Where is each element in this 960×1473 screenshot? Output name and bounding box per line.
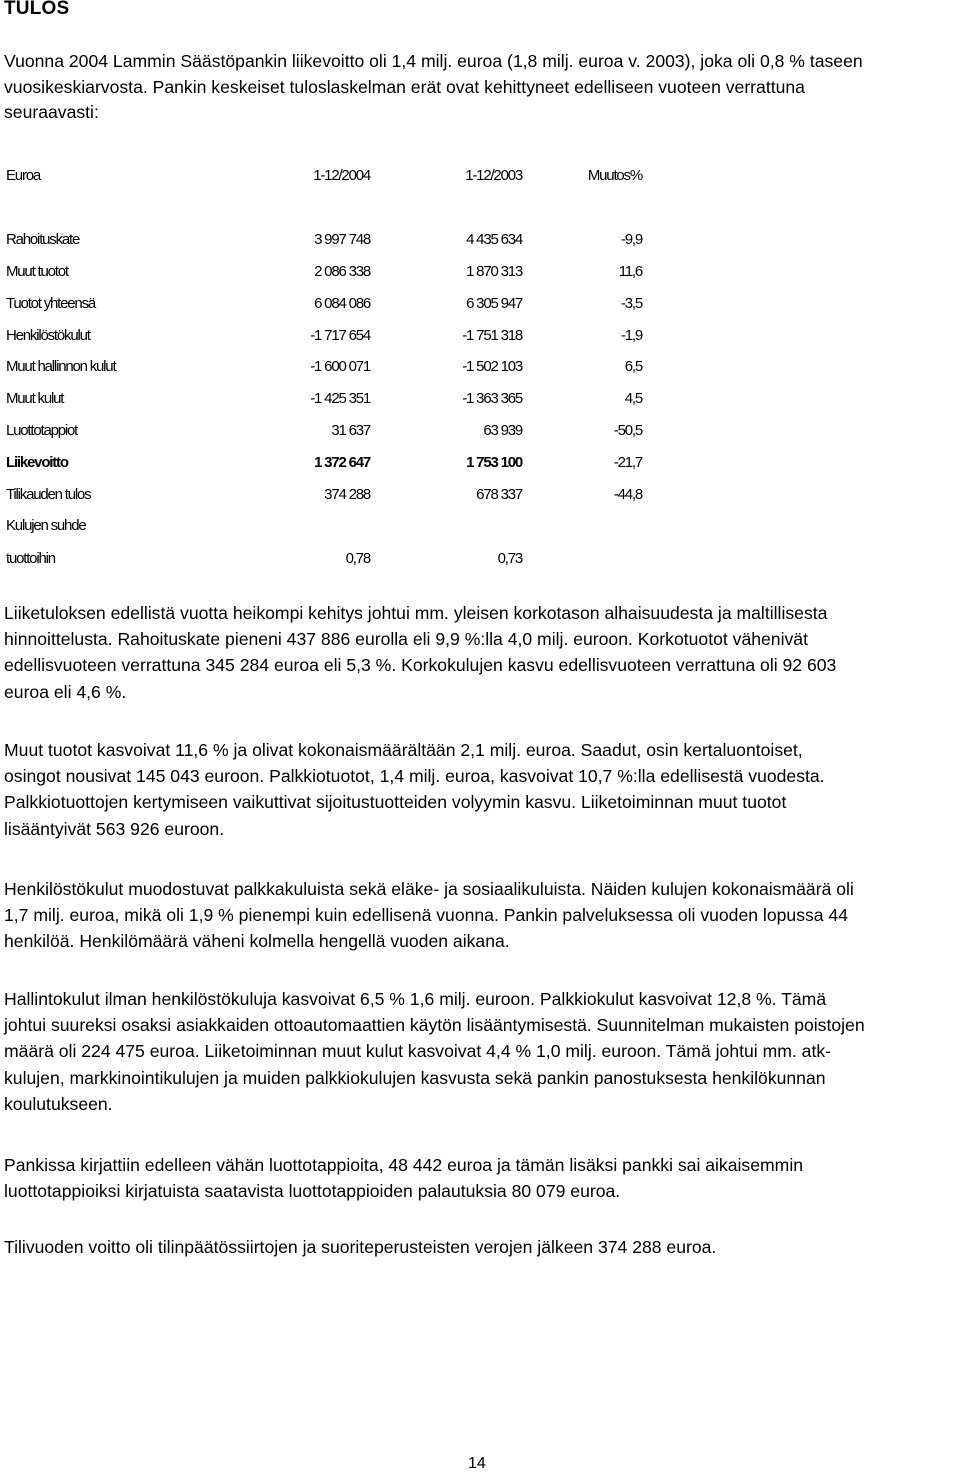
text-line: koulutukseen.: [4, 1093, 113, 1114]
text-line: määrä oli 224 475 euroa. Liiketoiminnan muut kulut kasvoivat 4,4 % 1,0 milj. euroon. Tämä johtui mm. atk-: [4, 1041, 831, 1062]
header-change-percent: Muutos%: [587, 167, 642, 184]
row-label: Rahoituskate: [6, 231, 80, 248]
value-2003: -1 363 365: [462, 390, 522, 407]
value-2003: -1 502 103: [462, 358, 522, 375]
text-line: Pankissa kirjattiin edelleen vähän luottotappioita, 48 442 euroa ja tämän lisäksi pankki sai aikaisemmin: [4, 1155, 804, 1175]
text-line: edellisvuoteen verrattuna 345 284 euroa eli 5,3 %. Korkokulujen kasvu edellisvuoteen verrattuna oli 92 603: [4, 655, 837, 676]
value-2003: -1 751 318: [462, 327, 522, 344]
row-label: Tilikauden tulos: [6, 486, 91, 503]
text-line: lisääntyivät 563 926 euroon.: [4, 818, 225, 839]
text-line: osingot nousivat 145 043 euroon. Palkkiotuotot, 1,4 milj. euroa, kasvoivat 10,7 %:lla edellisestä vuodesta.: [4, 766, 825, 787]
text-line: kulujen, markkinointikulujen ja muiden palkkiokulujen kasvusta sekä pankin panostuksesta henkilökunnan: [4, 1067, 826, 1088]
paragraph-personnel-costs: [4, 876, 960, 955]
value-2004: -1 717 654: [310, 327, 370, 344]
row-label: Tuotot yhteensä: [6, 295, 96, 312]
header-2004: 1-12/2004: [313, 167, 370, 184]
row-label-continued: tuottoihin: [6, 550, 55, 567]
intro-line: seuraavasti:: [4, 102, 99, 122]
row-label: Muut hallinnon kulut: [6, 358, 116, 375]
value-change: -1,9: [620, 327, 642, 344]
value-change: -9,9: [620, 231, 642, 248]
value-change: -50,5: [613, 422, 642, 439]
paragraph-operating-result: [4, 600, 960, 705]
value-2003: 1 753 100: [466, 454, 522, 471]
value-2004: 3 997 748: [314, 231, 370, 248]
row-label: Henkilöstökulut: [6, 327, 90, 344]
row-label: Muut tuotot: [6, 263, 68, 280]
value-2003: 6 305 947: [466, 295, 522, 312]
value-2004: -1 425 351: [310, 390, 370, 407]
paragraph-other-income: [4, 737, 960, 842]
text-line: hinnoittelusta. Rahoituskate pieneni 437 886 eurolla eli 9,9 %:lla 4,0 milj. euroon. Korkotuotot vähenivät: [4, 629, 808, 650]
value-change: 4,5: [624, 390, 642, 407]
value-change: -44,8: [613, 486, 642, 503]
text-line: 1,7 milj. euroa, mikä oli 1,9 % pienempi kuin edellisenä vuonna. Pankin palveluksessa oli vuoden lopussa 44: [4, 905, 849, 926]
text-line: Liiketuloksen edellistä vuotta heikompi kehitys johtui mm. yleisen korkotason alhaisuudesta ja maltillisesta: [4, 603, 828, 623]
text-line: euroa eli 4,6 %.: [4, 681, 127, 702]
value-2004: 1 372 647: [314, 454, 370, 471]
value-2003: 4 435 634: [466, 231, 522, 248]
row-label: Luottotappiot: [6, 422, 78, 439]
paragraph-credit-losses: [4, 1152, 960, 1204]
value-change: -3,5: [620, 295, 642, 312]
value-2003: 0,73: [497, 550, 522, 567]
row-label: Muut kulut: [6, 390, 64, 407]
value-change: 6,5: [624, 358, 642, 375]
value-change: 11,6: [618, 263, 642, 280]
value-change: -21,7: [613, 454, 642, 471]
intro-paragraph: [4, 49, 956, 126]
text-line: Palkkiotuottojen kertymiseen vaikuttivat sijoitustuotteiden volyymin kasvu. Liiketoiminnan muut tuotot: [4, 792, 787, 813]
value-2003: 678 337: [476, 486, 522, 503]
value-2003: 1 870 313: [466, 263, 522, 280]
value-2003: 63 939: [483, 422, 522, 439]
value-2004: 6 084 086: [314, 295, 370, 312]
value-2004: 2 086 338: [314, 263, 370, 280]
value-2004: -1 600 071: [310, 358, 370, 375]
header-2003: 1-12/2003: [465, 167, 522, 184]
intro-line: Vuonna 2004 Lammin Säästöpankin liikevoitto oli 1,4 milj. euroa (1,8 milj. euroa v. 2003), joka oli 0,8 % taseen: [4, 51, 863, 71]
text-line: Henkilöstökulut muodostuvat palkkakuluista sekä eläke- ja sosiaalikuluista. Näiden kulujen kokonaismäärä oli: [4, 879, 854, 899]
page-number: 14: [468, 1455, 486, 1472]
text-line: Hallintokulut ilman henkilöstökuluja kasvoivat 6,5 % 1,6 milj. euroon. Palkkiokulut kasvoivat 12,8 %. Tämä: [4, 989, 827, 1009]
text-line: luottotappioiksi kirjatuista saatavista luottotappioiden palautuksia 80 079 euroa.: [4, 1181, 621, 1202]
paragraph-net-profit: [4, 1234, 960, 1260]
header-currency-label: Euroa: [6, 167, 41, 184]
text-line: Tilivuoden voitto oli tilinpäätössiirtojen ja suoriteperusteisten verojen jälkeen 374 288 euroa.: [4, 1237, 717, 1257]
paragraph-administrative-costs: [4, 986, 960, 1117]
row-label: Liikevoitto: [6, 454, 68, 471]
value-2004: 0,78: [345, 550, 370, 567]
text-line: Muut tuotot kasvoivat 11,6 % ja olivat kokonaismäärältään 2,1 milj. euroa. Saadut, osin kertaluontoiset,: [4, 740, 803, 760]
text-line: johtui suureksi osaksi asiakkaiden ottoautomaattien käytön lisääntymisestä. Suunnitelman mukaisten poistojen: [4, 1015, 865, 1036]
row-label: Kulujen suhde: [6, 517, 86, 534]
value-2004: 31 637: [331, 422, 370, 439]
section-heading: TULOS: [4, 0, 70, 19]
value-2004: 374 288: [324, 486, 370, 503]
intro-line: vuosikeskiarvosta. Pankin keskeiset tuloslaskelman erät ovat kehittyneet edelliseen vuoteen verrattuna: [4, 76, 805, 97]
text-line: henkilöä. Henkilömäärä väheni kolmella hengellä vuoden aikana.: [4, 931, 510, 952]
